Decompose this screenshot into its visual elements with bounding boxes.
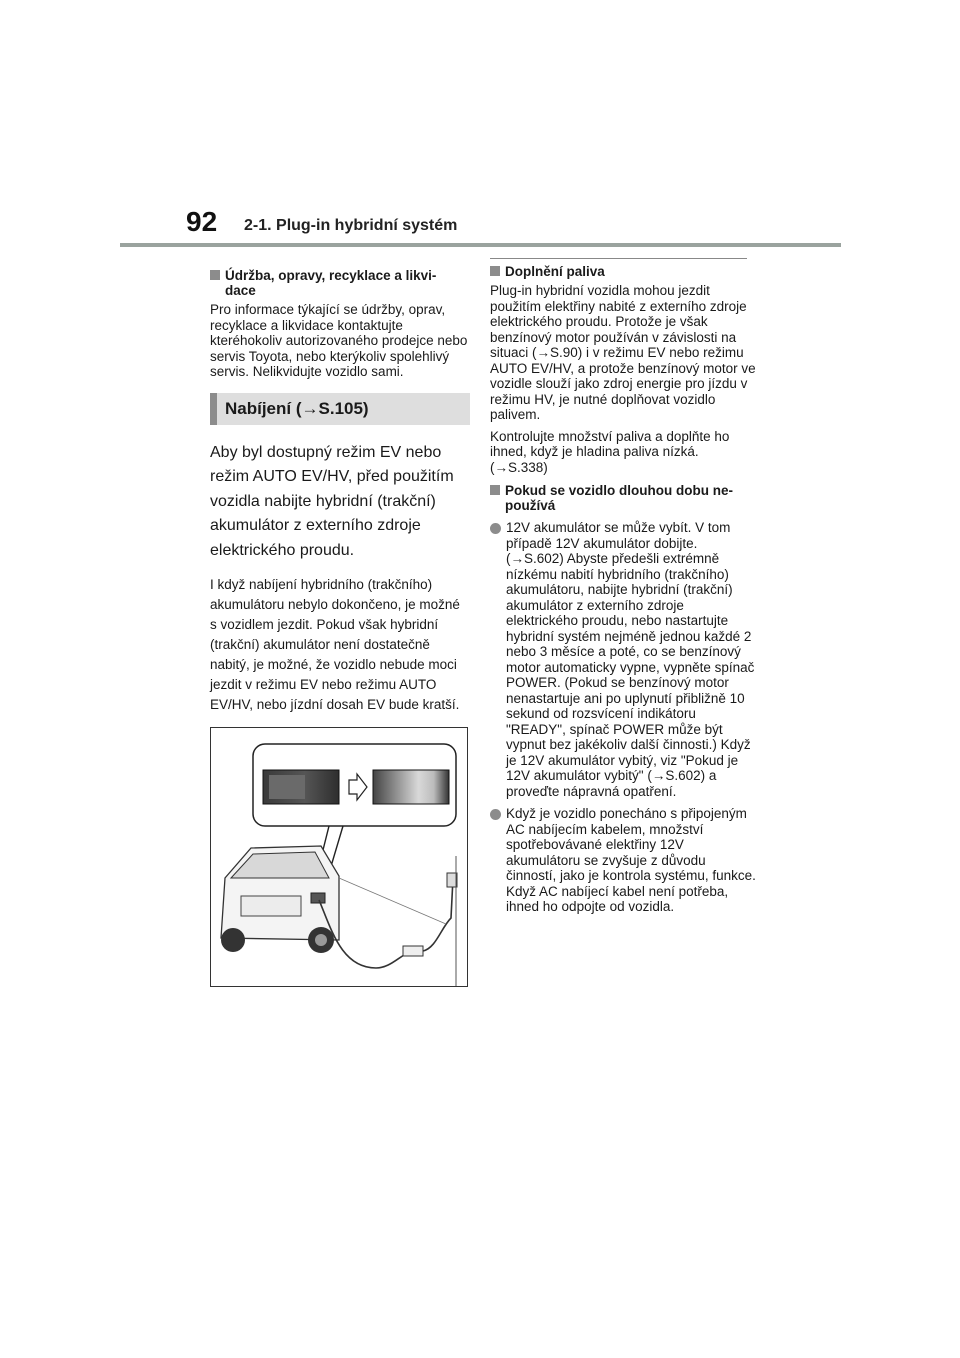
- fuel-text-1: Plug-in hybridní vozidla mohou jezdit použitím elektřiny nabité z externího zdroje elektrického proudu. Protože je však benzínový motor používán v závislosti na situaci (→S.90) i v režimu EV nebo režimu AUTO EV/HV, a protože benzínový motor ve vozidle slouží jako zdroj energie pro jízdu v režimu HV, je nutné doplňovat vozidlo palivem.: [490, 283, 756, 422]
- chapter-title: 2-1. Plug-in hybridní systém: [244, 217, 458, 234]
- circle-bullet-icon: [490, 809, 501, 820]
- page-number: 92: [186, 206, 218, 237]
- bullet-text: 12V akumulátor se může vybít. V tom případě 12V akumulátor dobijte. (→S.602) Abyste předešli extrémně nízkému nabití hybridního (trakčního) akumulátoru, nabijte hybridní (trakční) akumulátor z externího zdroje elektrického proudu, nebo nastartujte hybridní systém nejméně jednou každé 2 nebo 3 měsíce a poté, co se benzínový motor automaticky vypne, vypněte spínač POWER. (Pokud se benzínový motor nenastartuje ani po uplynutí přibližně 10 sekund od rozsvícení indikátoru "READY", spínač POWER může být vypnut bez jakékoliv další činnosti.) Když je 12V akumulátor vybitý, viz "Pokud je 12V akumulátor vybitý" (→S.602) a proveďte nápravná opatření.: [506, 520, 755, 799]
- bullet-text: Když je vozidlo ponecháno s připojeným AC nabíjecím kabelem, množství spotřebovávané elektřiny 12V akumulátoru se zvyšuje z důvodu činností, jako je kontrola systému, funkce. Když AC nabíjecí kabel není potřeba, ihned ho odpojte od vozidla.: [506, 806, 756, 914]
- maintenance-heading: Údržba, opravy, recyklace a likvi- dace: [210, 268, 470, 298]
- square-bullet-icon: [490, 485, 500, 495]
- circle-bullet-icon: [490, 523, 501, 534]
- square-bullet-icon: [210, 270, 220, 280]
- charging-illustration: [210, 727, 468, 987]
- fuel-heading: Doplnění paliva: [490, 264, 758, 279]
- list-item: [490, 520, 758, 799]
- square-bullet-icon: [490, 266, 500, 276]
- charging-note: I když nabíjení hybridního (trakčního) akumulátoru nebylo dokončeno, je možné s vozidlem jezdit. Pokud však hybridní (trakční) akumulátor není dostatečně nabitý, je možné, že vozidlo nebude moci jezdit v režimu EV nebo režimu AUTO EV/HV, nebo jízdní dosah EV bude kratší.: [210, 577, 460, 712]
- maintenance-text: Pro informace týkající se údržby, oprav, recyklace a likvidace kontaktujte kteréhokoliv autorizovaného prodejce nebo servis Toyota, nebo kterýkoliv spolehlivý servis. Nelikvidujte vozidlo sami.: [210, 302, 468, 379]
- unused-heading: Pokud se vozidlo dlouhou dobu ne- používá: [490, 483, 758, 513]
- left-column: [210, 268, 470, 987]
- header-rule: [120, 243, 841, 247]
- section-charging: [210, 393, 470, 425]
- car-charging-image: [211, 728, 467, 986]
- right-rule: [490, 258, 747, 259]
- right-column: [490, 258, 758, 915]
- fuel-text-2: Kontrolujte množství paliva a doplňte ho ihned, když je hladina paliva nízká. (→S.338): [490, 428, 730, 475]
- section-title: Nabíjení (→S.105): [225, 398, 369, 418]
- list-item: [490, 806, 758, 915]
- charging-intro: Aby byl dostupný režim EV nebo režim AUTO EV/HV, před použitím vozidla nabijte hybridní (trakční) akumulátor z externího zdroje elektrického proudu.: [210, 443, 454, 559]
